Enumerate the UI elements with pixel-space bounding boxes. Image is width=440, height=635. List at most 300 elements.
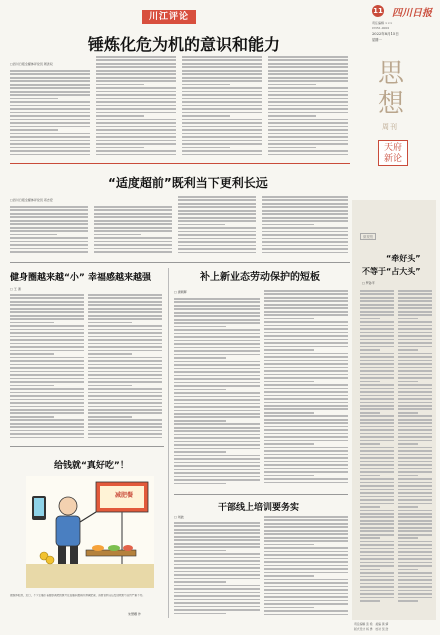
text-line xyxy=(360,325,394,327)
divider xyxy=(10,262,350,263)
text-line xyxy=(94,216,172,218)
text-line xyxy=(398,485,432,487)
text-line xyxy=(398,590,432,592)
text-line xyxy=(360,590,394,592)
text-line xyxy=(264,450,348,452)
text-line xyxy=(178,231,256,233)
fourth-byline: □ 唐朝晖 xyxy=(174,290,187,294)
text-line xyxy=(96,63,176,65)
text-line xyxy=(360,579,394,581)
text-line xyxy=(268,77,348,79)
text-line xyxy=(178,227,256,229)
text-line xyxy=(88,336,162,338)
lead-body-col-4 xyxy=(268,56,348,158)
text-line xyxy=(88,329,162,331)
text-line xyxy=(174,546,260,548)
text-line xyxy=(262,245,348,247)
text-line xyxy=(96,133,176,135)
text-line xyxy=(262,203,348,205)
text-line xyxy=(10,223,88,225)
text-line xyxy=(360,530,394,532)
text-line xyxy=(264,415,348,417)
text-line xyxy=(174,385,260,387)
text-line xyxy=(360,440,394,442)
text-line xyxy=(10,433,84,435)
text-line xyxy=(10,406,84,408)
text-line xyxy=(398,551,432,553)
text-line xyxy=(264,419,348,421)
second-body-col-2 xyxy=(94,206,172,258)
text-line xyxy=(10,112,90,114)
text-line xyxy=(264,356,348,358)
text-line xyxy=(398,300,432,302)
text-line xyxy=(88,378,162,380)
text-line xyxy=(88,392,162,394)
text-line xyxy=(182,119,262,121)
text-line xyxy=(178,245,256,247)
text-line xyxy=(96,84,144,86)
lead-headline: 锤炼化危为机的意识和能力 xyxy=(88,35,281,54)
text-line xyxy=(88,437,162,439)
text-line xyxy=(360,544,394,546)
text-line xyxy=(174,529,260,531)
text-line xyxy=(268,126,348,128)
text-line xyxy=(264,600,348,602)
text-line xyxy=(10,332,84,334)
text-line xyxy=(360,523,394,525)
text-line xyxy=(10,301,84,303)
page-number-badge: 11 xyxy=(373,7,383,15)
text-line xyxy=(174,420,226,422)
text-line xyxy=(178,213,256,215)
text-line xyxy=(174,371,260,373)
text-line xyxy=(10,147,90,149)
text-line xyxy=(264,412,314,414)
text-line xyxy=(262,210,348,212)
text-line xyxy=(262,199,348,201)
text-line xyxy=(360,471,394,473)
text-line xyxy=(264,443,314,445)
text-line xyxy=(268,87,348,89)
text-line xyxy=(398,548,432,550)
text-line xyxy=(178,248,256,250)
text-line xyxy=(96,154,176,156)
text-line xyxy=(398,370,432,372)
text-line xyxy=(10,209,88,211)
text-line xyxy=(264,311,348,313)
text-line xyxy=(94,227,172,229)
text-line xyxy=(264,579,348,581)
text-line xyxy=(88,381,162,383)
cartoon-credit: 朱慧卿 作 xyxy=(128,612,141,616)
text-line xyxy=(264,398,348,400)
text-line xyxy=(174,333,260,335)
text-line xyxy=(264,568,348,570)
text-line xyxy=(398,443,418,445)
text-line xyxy=(88,304,162,306)
text-line xyxy=(96,147,144,149)
text-line xyxy=(398,360,432,362)
text-line xyxy=(88,402,162,404)
text-line xyxy=(178,224,225,226)
text-line xyxy=(10,80,90,82)
text-line xyxy=(360,374,394,376)
section-divider xyxy=(10,163,350,164)
text-line xyxy=(174,329,260,331)
text-line xyxy=(360,513,394,515)
text-line xyxy=(264,537,348,539)
text-line xyxy=(398,503,432,505)
footer-editor-line: 责任编辑 张 艳 美编 黄 婧 xyxy=(354,622,389,626)
text-line xyxy=(182,105,262,107)
text-line xyxy=(264,349,314,351)
text-line xyxy=(174,322,260,324)
text-line xyxy=(398,381,418,383)
text-line xyxy=(88,371,162,373)
text-line xyxy=(174,564,260,566)
text-line xyxy=(10,402,84,404)
text-line xyxy=(182,94,262,96)
text-line xyxy=(10,409,84,411)
second-body-col-4 xyxy=(262,196,348,258)
text-line xyxy=(10,423,84,425)
text-line xyxy=(360,461,394,463)
text-line xyxy=(264,422,348,424)
text-line xyxy=(268,136,348,138)
text-line xyxy=(96,122,176,124)
paper-name: 四川日报 xyxy=(392,8,432,19)
text-line xyxy=(174,458,260,460)
text-line xyxy=(360,293,394,295)
text-line xyxy=(10,115,90,117)
text-line xyxy=(398,600,418,602)
text-line xyxy=(10,241,88,243)
text-line xyxy=(398,290,432,292)
text-line xyxy=(398,293,432,295)
second-byline: □四川日报全媒体评论员 邓志宏 xyxy=(10,198,53,202)
text-line xyxy=(398,388,432,390)
sidebar-body-col-1 xyxy=(360,290,394,608)
text-line xyxy=(88,395,162,397)
text-line xyxy=(88,311,162,313)
text-line xyxy=(10,91,90,93)
text-line xyxy=(398,475,418,477)
text-line xyxy=(398,304,432,306)
text-line xyxy=(88,426,162,428)
page-subtitle: 周刊 xyxy=(382,123,398,131)
text-line xyxy=(10,87,90,89)
text-line xyxy=(264,454,348,456)
text-line xyxy=(10,237,88,239)
text-line xyxy=(10,234,57,236)
text-line xyxy=(398,412,418,414)
text-line xyxy=(174,462,260,464)
page-title-char-1: 思 xyxy=(378,59,405,89)
text-line xyxy=(88,388,162,390)
text-line xyxy=(88,433,162,435)
text-line xyxy=(10,364,84,366)
cartoon-illustration xyxy=(26,476,154,588)
text-line xyxy=(96,59,176,61)
text-line xyxy=(398,415,432,417)
text-line xyxy=(96,94,176,96)
text-line xyxy=(264,395,348,397)
edition-weekday: 星期一 xyxy=(372,38,382,42)
text-line xyxy=(360,527,394,529)
text-line xyxy=(94,230,172,232)
sidebar-headline-1: “牵好头” xyxy=(386,254,421,263)
text-line xyxy=(96,150,176,152)
text-line xyxy=(268,108,348,110)
text-line xyxy=(88,350,162,352)
text-line xyxy=(88,294,162,296)
text-line xyxy=(360,367,394,369)
text-line xyxy=(360,405,394,407)
column-badge xyxy=(378,140,408,166)
text-line xyxy=(360,402,394,404)
text-line xyxy=(262,206,348,208)
text-line xyxy=(174,455,260,457)
text-line xyxy=(398,356,432,358)
text-line xyxy=(182,122,262,124)
text-line xyxy=(182,112,262,114)
text-line xyxy=(182,59,262,61)
text-line xyxy=(264,607,314,609)
text-line xyxy=(398,311,432,313)
text-line xyxy=(174,609,260,611)
text-line xyxy=(268,122,348,124)
text-line xyxy=(264,519,348,521)
text-line xyxy=(360,468,394,470)
text-line xyxy=(182,129,262,131)
text-line xyxy=(174,557,260,559)
text-line xyxy=(88,343,162,345)
text-line xyxy=(174,396,260,398)
text-line xyxy=(360,433,394,435)
text-line xyxy=(88,301,162,303)
text-line xyxy=(174,606,260,608)
text-line xyxy=(398,537,418,539)
text-line xyxy=(88,308,162,310)
text-line xyxy=(10,248,88,250)
text-line xyxy=(10,346,84,348)
text-line xyxy=(360,408,394,410)
column-badge-line-1: 天府 xyxy=(383,143,402,153)
text-line xyxy=(398,342,432,344)
text-line xyxy=(96,108,176,110)
text-line xyxy=(398,586,432,588)
text-line xyxy=(10,430,84,432)
text-line xyxy=(10,297,84,299)
text-line xyxy=(264,325,348,327)
text-line xyxy=(94,244,172,246)
lead-body-col-3 xyxy=(182,56,262,158)
cartoon-title: 给钱就“真好吃”！ xyxy=(54,461,129,471)
text-line xyxy=(360,583,394,585)
text-line xyxy=(398,346,432,348)
text-line xyxy=(94,237,172,239)
text-line xyxy=(360,335,394,337)
text-line xyxy=(10,371,84,373)
text-line xyxy=(360,311,394,313)
text-line xyxy=(262,213,348,215)
text-line xyxy=(88,367,162,369)
text-line xyxy=(174,423,260,425)
text-line xyxy=(264,335,348,337)
text-line xyxy=(174,357,226,359)
text-line xyxy=(264,551,348,553)
text-line xyxy=(88,406,162,408)
text-line xyxy=(360,534,394,536)
text-line xyxy=(88,332,162,334)
text-line xyxy=(268,94,348,96)
text-line xyxy=(264,346,348,348)
text-line xyxy=(10,385,54,387)
text-line xyxy=(174,599,260,601)
text-line xyxy=(360,478,394,480)
text-line xyxy=(360,537,380,539)
text-line xyxy=(174,469,260,471)
text-line xyxy=(264,391,348,393)
text-line xyxy=(10,206,88,208)
edition-info-2: CN51-0001 xyxy=(372,26,390,30)
text-line xyxy=(264,533,348,535)
text-line xyxy=(268,140,348,142)
sidebar-body-col-2 xyxy=(398,290,432,608)
text-line xyxy=(398,332,432,334)
text-line xyxy=(10,105,90,107)
text-line xyxy=(174,543,260,545)
text-line xyxy=(398,562,432,564)
text-line xyxy=(360,516,394,518)
text-line xyxy=(264,321,348,323)
text-line xyxy=(10,381,84,383)
text-line xyxy=(88,318,162,320)
text-line xyxy=(10,339,84,341)
text-line xyxy=(10,360,84,362)
text-line xyxy=(174,413,260,415)
text-line xyxy=(264,381,314,383)
column-divider xyxy=(168,268,169,618)
text-line xyxy=(268,112,348,114)
text-line xyxy=(398,478,432,480)
text-line xyxy=(398,405,432,407)
text-line xyxy=(398,541,432,543)
fifth-body-col-1 xyxy=(174,522,260,618)
text-line xyxy=(360,541,394,543)
text-line xyxy=(262,220,348,222)
text-line xyxy=(96,143,176,145)
page-title-char-2: 想 xyxy=(378,89,405,119)
text-line xyxy=(262,234,348,236)
text-line xyxy=(94,206,172,208)
text-line xyxy=(398,523,432,525)
text-line xyxy=(360,447,394,449)
text-line xyxy=(174,595,260,597)
text-line xyxy=(360,398,394,400)
fourth-body-col-1 xyxy=(174,298,260,488)
text-line xyxy=(94,241,172,243)
text-line xyxy=(264,318,314,320)
text-line xyxy=(178,252,256,254)
text-line xyxy=(262,231,348,233)
text-line xyxy=(360,597,394,599)
text-line xyxy=(178,196,256,198)
text-line xyxy=(360,388,394,390)
text-line xyxy=(360,307,394,309)
text-line xyxy=(10,392,84,394)
text-line xyxy=(174,437,260,439)
text-line xyxy=(88,325,162,327)
text-line xyxy=(94,251,172,253)
text-line xyxy=(264,353,348,355)
text-line xyxy=(398,335,432,337)
text-line xyxy=(268,101,348,103)
text-line xyxy=(398,520,432,522)
text-line xyxy=(264,290,348,292)
text-line xyxy=(182,115,230,117)
text-line xyxy=(360,454,394,456)
text-line xyxy=(10,304,84,306)
text-line xyxy=(398,321,432,323)
text-line xyxy=(96,70,176,72)
text-line xyxy=(398,576,432,578)
text-line xyxy=(360,503,394,505)
text-line xyxy=(174,465,260,467)
second-body-col-3 xyxy=(178,196,256,258)
text-line xyxy=(264,614,348,616)
text-line xyxy=(10,94,90,96)
text-line xyxy=(398,384,432,386)
edition-date: 2022年8月15日 xyxy=(372,32,399,36)
text-line xyxy=(398,398,432,400)
text-line xyxy=(398,579,432,581)
text-line xyxy=(174,389,226,391)
text-line xyxy=(182,150,262,152)
text-line xyxy=(264,363,348,365)
text-line xyxy=(174,392,260,394)
text-line xyxy=(174,444,260,446)
text-line xyxy=(264,297,348,299)
text-line xyxy=(10,84,90,86)
text-line xyxy=(360,457,394,459)
text-line xyxy=(94,209,172,211)
text-line xyxy=(398,436,432,438)
text-line xyxy=(174,315,260,317)
text-line xyxy=(182,154,262,156)
text-line xyxy=(264,475,314,477)
text-line xyxy=(10,311,84,313)
text-line xyxy=(10,294,84,296)
text-line xyxy=(264,482,348,484)
text-line xyxy=(174,336,260,338)
text-line xyxy=(360,565,394,567)
text-line xyxy=(398,325,432,327)
text-line xyxy=(360,558,394,560)
text-line xyxy=(398,510,432,512)
text-line xyxy=(268,147,316,149)
text-line xyxy=(264,544,314,546)
text-line xyxy=(96,129,176,131)
text-line xyxy=(174,483,226,485)
text-line xyxy=(182,56,262,58)
text-line xyxy=(268,150,348,152)
fifth-body-col-2 xyxy=(264,516,348,618)
text-line xyxy=(360,600,380,602)
text-line xyxy=(398,349,418,351)
text-line xyxy=(10,213,88,215)
text-line xyxy=(96,73,176,75)
